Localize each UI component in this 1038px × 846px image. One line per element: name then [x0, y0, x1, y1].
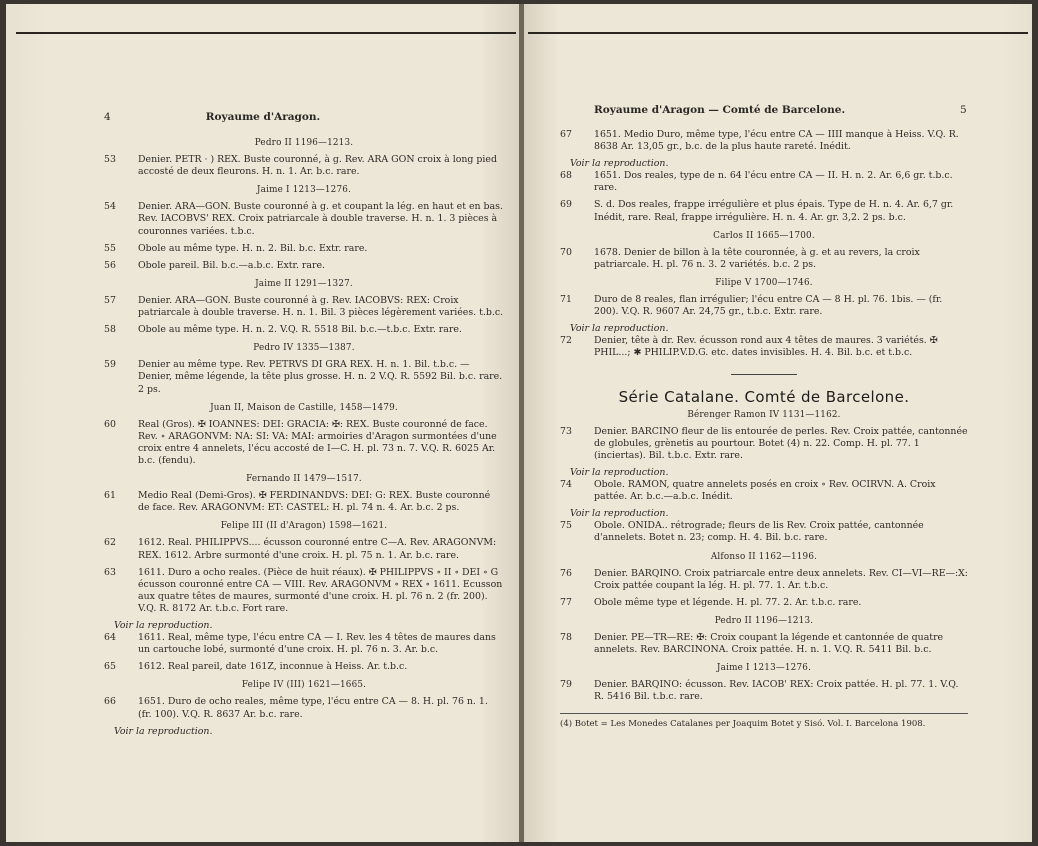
right-page-text [560, 129, 968, 731]
entry-text: Obole au même type. H. n. 2. V.Q. R. 5518 Bil. b.c.—t.b.c. Extr. rare. [138, 324, 462, 336]
entry-number: 75 [560, 520, 572, 532]
ruler-heading: Felipe IV (III) 1621—1665. [241, 680, 367, 691]
entry-text: 1651. Duro de ocho reales, même type, l'écu entre CA — 8. H. pl. 76 n. 1. (fr. 100). V.Q. R. 8637 Ar. b.c. rare. [138, 696, 488, 720]
reproduction-note: Voir la reproduction. [570, 158, 669, 170]
entry-number: 58 [104, 324, 116, 336]
ruler-heading: Filipe V 1700—1746. [715, 277, 813, 288]
reproduction-note: Voir la reproduction. [570, 508, 669, 520]
entry-text: Denier au même type. Rev. PETRVS DI GRA REX. H. n. 1. Bil. t.b.c. — Denier, même légende, la tête plus grosse. H. n. 2 V.Q. R. 5592 Bil. b.c. rare. 2 ps. [138, 359, 503, 395]
entry-number: 66 [104, 696, 116, 708]
entry-number: 79 [560, 679, 572, 691]
entry-number: 73 [560, 425, 572, 437]
ruler-heading: Felipe III (II d'Aragon) 1598—1621. [220, 521, 388, 532]
footnote-rule [560, 713, 968, 714]
entry-number: 67 [560, 129, 572, 140]
catalog-entry [104, 537, 504, 561]
catalog-entry [104, 243, 504, 255]
entry-number: 55 [104, 242, 116, 254]
top-rule [528, 32, 1028, 34]
entry-number: 56 [104, 259, 116, 271]
catalog-entry [560, 170, 968, 194]
catalog-entry [560, 426, 968, 462]
entry-number: 57 [104, 294, 116, 306]
entry-text: 1612. Real. PHILIPPVS.... écusson couronné entre C—A. Rev. ARAGONVM: REX. 1612. Arbre surmonté d'une croix. H. pl. 75 n. 1. Ar. b.c. rare. [138, 537, 497, 561]
ruler-heading: Jaime I 1213—1276. [716, 663, 812, 674]
running-header: Royaume d'Aragon. [205, 111, 321, 123]
catalog-entry [104, 295, 504, 319]
entry-text: Denier. ARA—GON. Buste couronné à g. Rev. IACOBVS: REX: Croix patriarcale à double traverse. H. n. 1. Bil. 3 pièces légèrement variées. t.b.c. [138, 294, 504, 319]
ruler-heading: Pedro II 1196—1213. [254, 138, 354, 148]
ruler-heading: Jaime II 1291—1327. [255, 278, 353, 289]
entry-text: Medio Real (Demi-Gros). ✠ FERDINANDVS: DEI: G: REX. Buste couronné de face. Rev. ARAGONVM: ET: CASTEL: H. pl. 74 n. 4. Ar. b.c. 2 ps. [138, 490, 491, 514]
entry-text: Denier. BARQINO. Croix patriarcale entre deux annelets. Rev. CI—VI—RE—:X: Croix pattée coupant la lég. H. pl. 77. 1. Ar. t.b.c. [594, 567, 968, 591]
ruler-heading: Pedro IV 1335—1387. [253, 343, 355, 354]
ruler-heading: Carlos II 1665—1700. [713, 230, 815, 241]
catalog-entry [104, 260, 504, 272]
entry-text: 1611. Duro a ocho reales. (Pièce de huit réaux). ✠ PHILIPPVS ∘ II ∘ DEI ∘ G écusson couronné entre CA — VIII. Rev. ARAGONVM ∘ REX ∘ 1611. Ecusson aux quatre têtes de maures, surmonté d'une croix. H. pl. 76 n. 2 (fr. 200). V.Q. R. 8172 Ar. t.b.c. Fort rare. [138, 566, 503, 614]
catalog-entry [560, 294, 968, 318]
catalog-entry [560, 479, 968, 503]
entry-number: 71 [560, 294, 572, 306]
ruler-heading: Jaime I 1213—1276. [256, 185, 352, 196]
entry-number: 74 [560, 479, 572, 491]
entry-text: 1611. Real, même type, l'écu entre CA — I. Rev. les 4 têtes de maures dans un cartouche lobé, surmonté d'une croix. H. pl. 76 n. 3. Ar. b.c. [138, 632, 496, 656]
entry-text: Denier. ARA—GON. Buste couronné à g. et coupant la lég. en haut et en bas. Rev. IACOBVS' REX. Croix patriarcale à double traverse. H. n. 1. 3 pièces à couronnes variées. t.b.c. [138, 201, 503, 237]
entry-text: Denier. BARQINO: écusson. Rev. IACOB' REX: Croix pattée. H. pl. 77. 1. V.Q. R. 5416 Bil. t.b.c. rare. [594, 679, 959, 703]
catalog-entry [104, 696, 504, 720]
catalog-entry [104, 201, 504, 237]
book-spread [6, 4, 1032, 842]
catalog-entry [104, 661, 504, 673]
entry-number: 60 [104, 418, 116, 430]
entry-text: Denier. BARCINO fleur de lis entourée de perles. Rev. Croix pattée, cantonnée de globules, grènetis au pourtour. Botet (4) n. 22. Comp. H. pl. 77. 1 (inciertas). Bil. t.b.c. Extr. rare. [594, 425, 968, 461]
ruler-heading: Alfonso II 1162—1196. [710, 551, 818, 562]
ruler-heading: Pedro II 1196—1213. [714, 615, 814, 626]
catalog-entry [104, 567, 504, 615]
section-title: Série Catalane. Comté de Barcelone. [618, 387, 910, 406]
section-separator [731, 374, 797, 375]
entry-number: 61 [104, 490, 116, 502]
entry-number: 76 [560, 567, 572, 579]
entry-text: Duro de 8 reales, flan irrégulier; l'écu entre CA — 8 H. pl. 76. 1bis. — (fr. 200). V.Q. R. 9607 Ar. 24,75 gr., t.b.c. Extr. rare. [594, 294, 943, 318]
entry-text: 1612. Real pareil, date 161Z, inconnue à Heiss. Ar. t.b.c. [138, 661, 408, 673]
entry-number: 64 [104, 632, 116, 644]
catalog-entry [560, 568, 968, 592]
reproduction-note: Voir la reproduction. [114, 620, 213, 631]
catalog-entry [560, 597, 968, 609]
entry-text: Denier. PE—TR—RE: ✠: Croix coupant la légende et cantonnée de quatre annelets. Rev. BARCINONA. Croix pattée. H. n. 1. V.Q. R. 5411 Bil. b.c. [594, 632, 944, 656]
entry-number: 72 [560, 335, 572, 347]
catalog-entry [104, 632, 504, 656]
catalog-entry [560, 679, 968, 703]
entry-text: Denier, tête à dr. Rev. écusson rond aux 4 têtes de maures. 3 variétés. ✠ PHIL...; ✱ PHILIP.V.D.G. etc. dates invisibles. H. 4. Bil. b.c. et t.b.c. [594, 335, 938, 359]
entry-text: Obole. ONIDA.. rétrograde; fleurs de lis Rev. Croix pattée, cantonnée d'annelets. Botet n. 23; comp. H. 4. Bil. b.c. rare. [594, 520, 924, 544]
catalog-entry [104, 154, 504, 178]
left-page [6, 4, 520, 842]
ruler-heading: Fernando II 1479—1517. [246, 474, 362, 485]
entry-number: 68 [560, 170, 572, 182]
entry-number: 77 [560, 596, 572, 608]
running-header: Royaume d'Aragon — Comté de Barcelone. [594, 104, 846, 116]
reproduction-note: Voir la reproduction. [570, 323, 669, 335]
entry-text: Obole. RAMON, quatre annelets posés en croix ∘ Rev. OCIRVN. A. Croix pattée. Ar. b.c.—a.b.c. Inédit. [594, 479, 936, 503]
ruler-heading: Juan II, Maison de Castille, 1458—1479. [210, 402, 398, 413]
entry-number: 63 [104, 566, 116, 578]
entry-text: Real (Gros). ✠ IOANNES: DEI: GRACIA: ✠: REX. Buste couronné de face. Rev. ∘ ARAGONVM: NA: SI: VA: MAI: armoiries d'Aragon surmontées d'une croix entre 4 annelets, l'écu accosté de I—C. H. pl. 73 n. 7. V.Q. R. 6025 Ar. b.c. (fendu). [138, 418, 497, 466]
entry-text: S. d. Dos reales, frappe irrégulière et plus épais. Type de H. n. 4. Ar. 6,7 gr. Inédit, rare. Real, frappe irrégulière. H. n. 4. Ar. gr. 3,2. 2 ps. b.c. [594, 199, 954, 223]
entry-number: 70 [560, 246, 572, 258]
reproduction-note: Voir la reproduction. [114, 725, 213, 737]
ruler-heading: Bérenger Ramon IV 1131—1162. [687, 409, 841, 420]
top-rule [16, 32, 516, 34]
catalog-entry [560, 199, 968, 223]
entry-text: Denier. PETR · ) REX. Buste couronné, à g. Rev. ARA GON croix à long pied accosté de deux fleurons. H. n. 1. Ar. b.c. rare. [138, 154, 497, 178]
entry-number: 69 [560, 199, 572, 211]
page-number: 5 [960, 104, 967, 116]
footnote: (4) Botet = Les Monedes Catalanes per Joaquim Botet y Sisó. Vol. I. Barcelona 1908. [560, 719, 926, 730]
catalog-entry [560, 335, 968, 359]
catalog-entry [560, 632, 968, 656]
catalog-entry [560, 247, 968, 271]
right-page [524, 4, 1032, 842]
entry-text: Obole au même type. H. n. 2. Bil. b.c. Extr. rare. [138, 242, 368, 254]
entry-number: 53 [104, 154, 116, 166]
catalog-entry [104, 359, 504, 395]
entry-text: 1651. Medio Duro, même type, l'écu entre CA — IIII manque à Heiss. V.Q. R. 8638 Ar. 13,05 gr., b.c. de la plus haute rareté. Inédit. [594, 129, 959, 153]
catalog-entry [104, 490, 504, 514]
left-page-text [104, 131, 504, 738]
entry-text: Obole pareil. Bil. b.c.—a.b.c. Extr. rare. [138, 259, 326, 271]
catalog-entry [560, 520, 968, 544]
catalog-entry [104, 419, 504, 467]
entry-text: 1678. Denier de billon à la tête couronnée, à g. et au revers, la croix patriarcale. H. pl. 76 n. 3. 2 variétés. b.c. 2 ps. [594, 246, 920, 270]
entry-text: 1651. Dos reales, type de n. 64 l'écu entre CA — II. H. n. 2. Ar. 6,6 gr. t.b.c. rare. [594, 170, 953, 194]
entry-number: 62 [104, 537, 116, 549]
page-number: 4 [104, 111, 111, 123]
reproduction-note: Voir la reproduction. [570, 466, 669, 478]
entry-number: 59 [104, 359, 116, 371]
catalog-entry [104, 324, 504, 336]
entry-text: Obole même type et légende. H. pl. 77. 2. Ar. t.b.c. rare. [594, 596, 862, 608]
catalog-entry [560, 129, 968, 153]
entry-number: 54 [104, 201, 116, 213]
entry-number: 78 [560, 632, 572, 643]
entry-number: 65 [104, 661, 116, 673]
